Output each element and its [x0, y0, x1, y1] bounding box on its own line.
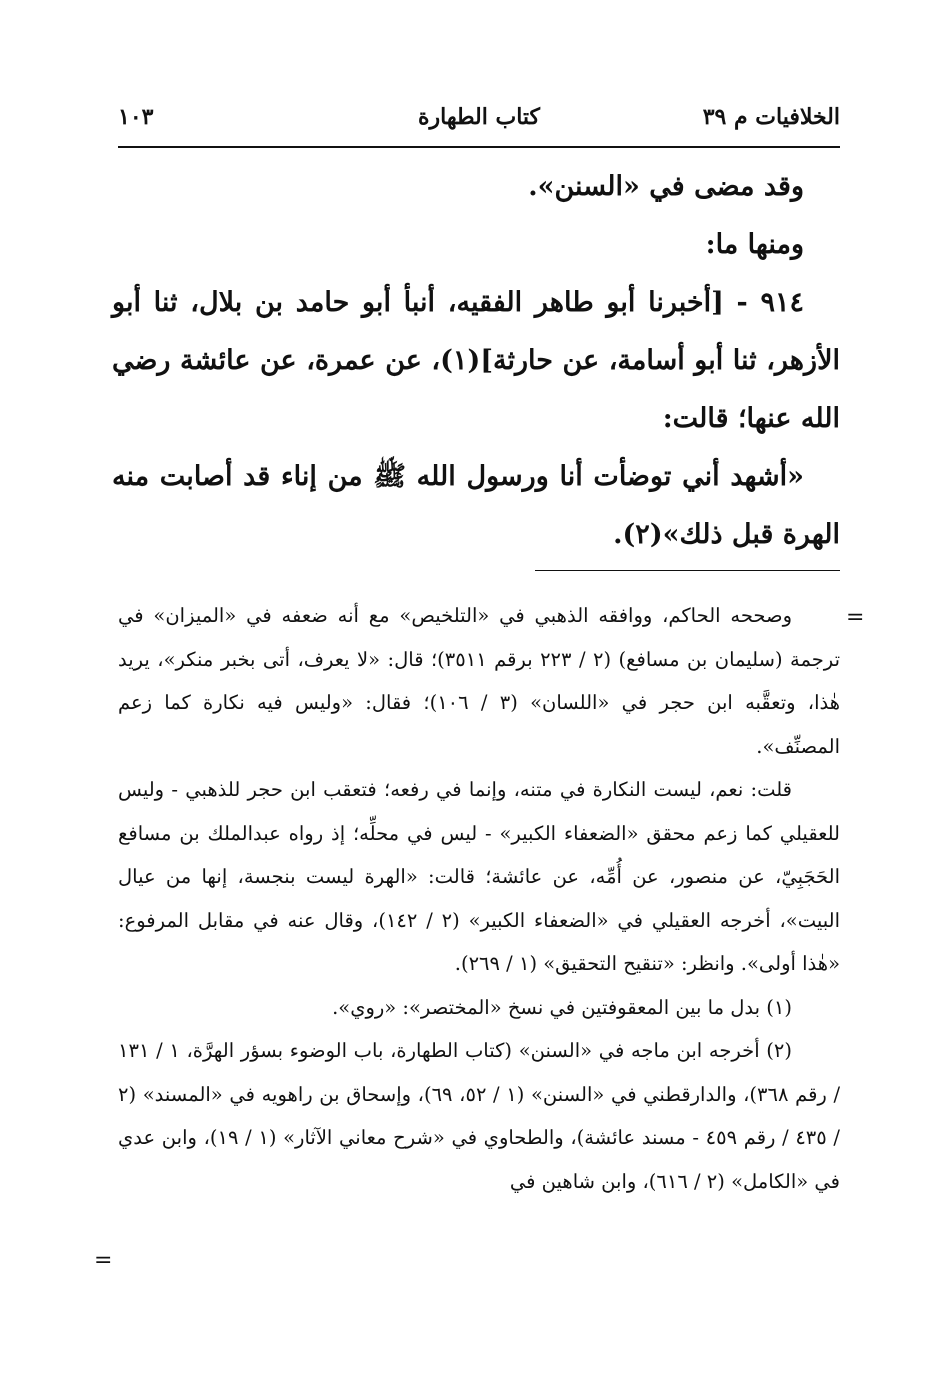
chapter-title: كتاب الطهارة	[417, 104, 541, 130]
hadith-matn: «أشهد أني توضأت أنا ورسول الله ﷺ من إناء قد أصابت منه الهرة قبل ذلك»(٢).	[112, 461, 840, 550]
running-title: الخلافيات م ٣٩	[702, 104, 840, 130]
hadith-isnad: ٩١٤ - [أخبرنا أبو طاهر الفقيه، أنبأ أبو حامد بن بلال، ثنا أبو الأزهر، ثنا أبو أسامة، عن حارثة](١)، عن عمرة، عن عائشة رضي الله عنها؛ قالت:	[112, 287, 840, 434]
footnote-continuation-2: قلت: نعم، ليست النكارة في متنه، وإنما في رفعه؛ فتعقب ابن حجر للذهبي - وليس للعقيلي كما زعم محقق «الضعفاء الكبير» - ليس في محلِّه؛ إذ رواه عبدالملك بن مسافع الحَجَبِيّ، عن منصور، عن أُمِّه، عن عائشة؛ قالت: «الهرة ليست بنجسة، إنها من عيال البيت»، أخرجه العقيلي في «الضعفاء الكبير» (٢ / ١٤٢)، وقال عنه في مقابل المرفوع: «هٰذا أولى». وانظر: «تنقيح التحقيق» (١ / ٢٦٩).	[118, 778, 840, 975]
main-paragraph-1: وقد مضى في «السنن».	[528, 171, 804, 202]
footnote-1: (١) بدل ما بين المعقوفتين في نسخ «المختصر»: «روي».	[332, 995, 792, 1019]
continuation-mark-top: =	[846, 605, 865, 630]
main-paragraph-2: ومنها ما:	[705, 229, 804, 260]
continuation-mark-bottom: =	[94, 1248, 113, 1273]
page-number: ١٠٣	[118, 104, 154, 130]
footnote-continuation-1: وصححه الحاكم، ووافقه الذهبي في «التلخيص» مع أنه ضعفه في «الميزان» في ترجمة (سليمان بن مسافع) (٢ / ٢٢٣ برقم ٣٥١١)؛ قال: «لا يعرف، أتى بخبر منكر»، يريد هٰذا، وتعقَّبه ابن حجر في «اللسان» (٣ / ١٠٦)؛ فقال: «وليس فيه نكارة كما زعم المصنِّف».	[118, 604, 841, 758]
footnote-separator	[535, 570, 840, 571]
main-text	[112, 158, 840, 564]
page-header	[118, 98, 840, 138]
footnote-2: (٢) أخرجه ابن ماجه في «السنن» (كتاب الطهارة، باب الوضوء بسؤر الهرَّة، ١ / ١٣١ / رقم ٣٦٨)، والدارقطني في «السنن» (١ / ٥٢، ٦٩)، وإسحاق بن راهويه في «المسند» (٢ / ٤٣٥ / رقم ٤٥٩ - مسند عائشة)، والطحاوي في «شرح معاني الآثار» (١ / ١٩)، وابن عدي في «الكامل» (٢ / ٦١٦)، وابن شاهين في	[118, 1039, 841, 1193]
header-rule	[118, 146, 840, 148]
footnotes	[118, 594, 840, 1203]
